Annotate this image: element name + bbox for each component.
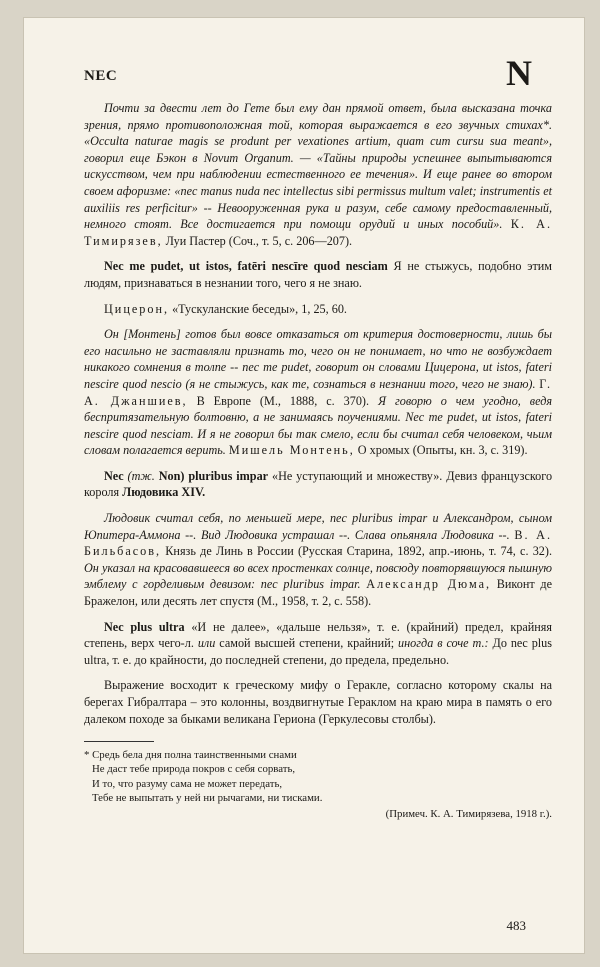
quote-paragraph <box>84 100 552 249</box>
entry-translation: самой высшей степени, крайний; <box>219 636 395 651</box>
running-head-letter: N <box>506 53 532 93</box>
source-ref: В Европе (М., 1888, с. 370). <box>196 393 370 408</box>
quote-text: Я говорю о чем угодно, ведя беспритязательную болтовню, а не занимаясь поучениями. Nec me pudet, ut istos, fateri nescire quod nesciam. И я не говорил бы так смело, если бы считал себя человеком, чьим словам полагается верить. <box>84 393 553 458</box>
source-ref: Виконт де Бражелон, или десять лет спустя (М., 1958, т. 2, с. 558). <box>84 577 553 609</box>
explanation-text: Выражение восходит к греческому мифу о Геракле, согласно которому скалы на берегах Гибралтара – это колонны, воздвигнутые Гераклом на краю мира в память о его далеком походе за быками великана Гериона (Геркулесовы столбы). <box>84 678 552 726</box>
quote-text: Почти за двести лет до Гете был ему дан прямой ответ, была высказана точка зрения, прямо противоположная той, которая выражается в его звучных стихах*. «Occulta naturae magis se produnt per vexationes artium, quam cum cursu sua meant», говорил еще Бэкон в Novum Organum. — «Тайны природы успешнее выпытываются искусством, чем при наблюдении естественного ее течения». И еще ранее во втором своем афоризме: «nec manus nuda nec intellectus sibi permissus multum valet; instrumentis et auxiliis res perficitur» -- Невооруженная рука и разум, себе самому предоставленный, немного стоят. Все достигается при помощи орудий и иных пособий». <box>84 101 552 232</box>
explanation-paragraph <box>84 677 552 727</box>
footnote-line: Не даст тебе природа покров с себя сорвать, <box>92 763 296 776</box>
footnote-source: (Примеч. К. А. Тимирязева, 1918 г.). <box>385 808 552 820</box>
page-content <box>84 100 552 821</box>
entry-heading <box>84 619 552 669</box>
entry-translation: До nec plus ultra, т. е. до крайности, до последней степени, до предела, предельно. <box>84 636 553 667</box>
footnote-line: * Средь бела дня полна таинственными снами <box>84 749 297 762</box>
author-name: Цицерон, <box>104 301 170 316</box>
author-name: Мишель Монтень, <box>228 443 355 458</box>
entry-heading <box>84 258 552 291</box>
quote-text: Он указал на красовавшееся во всех простенках солнце, повсюду повторявшуюся пышную эмблему с горделивым девизом: nec pluribus impar. <box>84 560 552 592</box>
conjunction: или <box>197 636 216 651</box>
book-page <box>24 18 584 953</box>
entry-translation: «Не уступающий и множеству». Девиз французского короля <box>84 468 553 500</box>
source-ref: «Тускуланские беседы», 1, 25, 60. <box>172 301 347 316</box>
entry-latin: Nec <box>104 468 124 483</box>
entry-source <box>84 301 552 318</box>
quote-paragraph <box>84 510 552 610</box>
abbrev-note: (тж. <box>127 468 155 483</box>
author-name: В. А. Бильбасов, <box>84 527 553 559</box>
entry-heading <box>84 468 552 501</box>
entry-latin: Nec me pudet, ut istos, fatēri nescīre quod nesciam <box>104 259 388 274</box>
source-ref: Князь де Линь в России (Русская Старина, 1892, апр.-июнь, т. 74, с. 32). <box>165 544 552 559</box>
running-head-word: NEC <box>84 68 118 84</box>
author-name: Александр Дюма, <box>366 577 492 592</box>
quote-paragraph <box>84 326 552 459</box>
quote-text: Людовик считал себя, по меньшей мере, nec pluribus impar и Александром, сыном Юпитера-Аммона --. Вид Людовика устрашал --. Слава опьяняла Людовика --. <box>84 511 552 542</box>
footnote-divider <box>84 741 154 742</box>
entry-latin: Nec plus ultra <box>104 619 185 634</box>
entry-king: Людовика XIV. <box>122 485 206 500</box>
footnote-line: Тебе не выпытать у ней ни рычагами, ни тисками. <box>92 791 323 804</box>
entry-translation: «И не далее», «дальше нельзя», т. е. (крайний) предел, крайняя степень, верх чего-л. <box>84 619 552 651</box>
source-ref: Луи Пастер (Соч., т. 5, с. 206—207). <box>165 233 353 248</box>
entry-translation: Я не стыжусь, подобно этим людям, признаваться в незнании того, чего я не знаю. <box>84 259 553 290</box>
source-ref: О хромых (Опыты, кн. 3, с. 319). <box>357 443 528 458</box>
usage-note: иногда в соче т.: <box>398 636 489 651</box>
entry-latin: Non) pluribus impar <box>158 468 269 483</box>
footnote <box>84 748 552 821</box>
quote-text: Он [Монтень] готов был вовсе отказаться от критерия достоверности, лишь бы его насильно не заставляли признать то, чего он не понимает, но что не возбуждает никакого сомнения в толпе -- nec me pudet, говорит он словами Цицерона, ut istos, fateri nescire quod nescio (я не стыжусь, как те, сознаться в незнании того, чего не знаю). <box>84 327 552 391</box>
author-name: Г. А. Джаншиев, <box>84 376 552 408</box>
page-number: 483 <box>506 918 526 933</box>
footnote-line: И то, что разуму сама не может передать, <box>92 777 283 790</box>
author-name: К. А. Тимирязев, <box>84 217 552 248</box>
